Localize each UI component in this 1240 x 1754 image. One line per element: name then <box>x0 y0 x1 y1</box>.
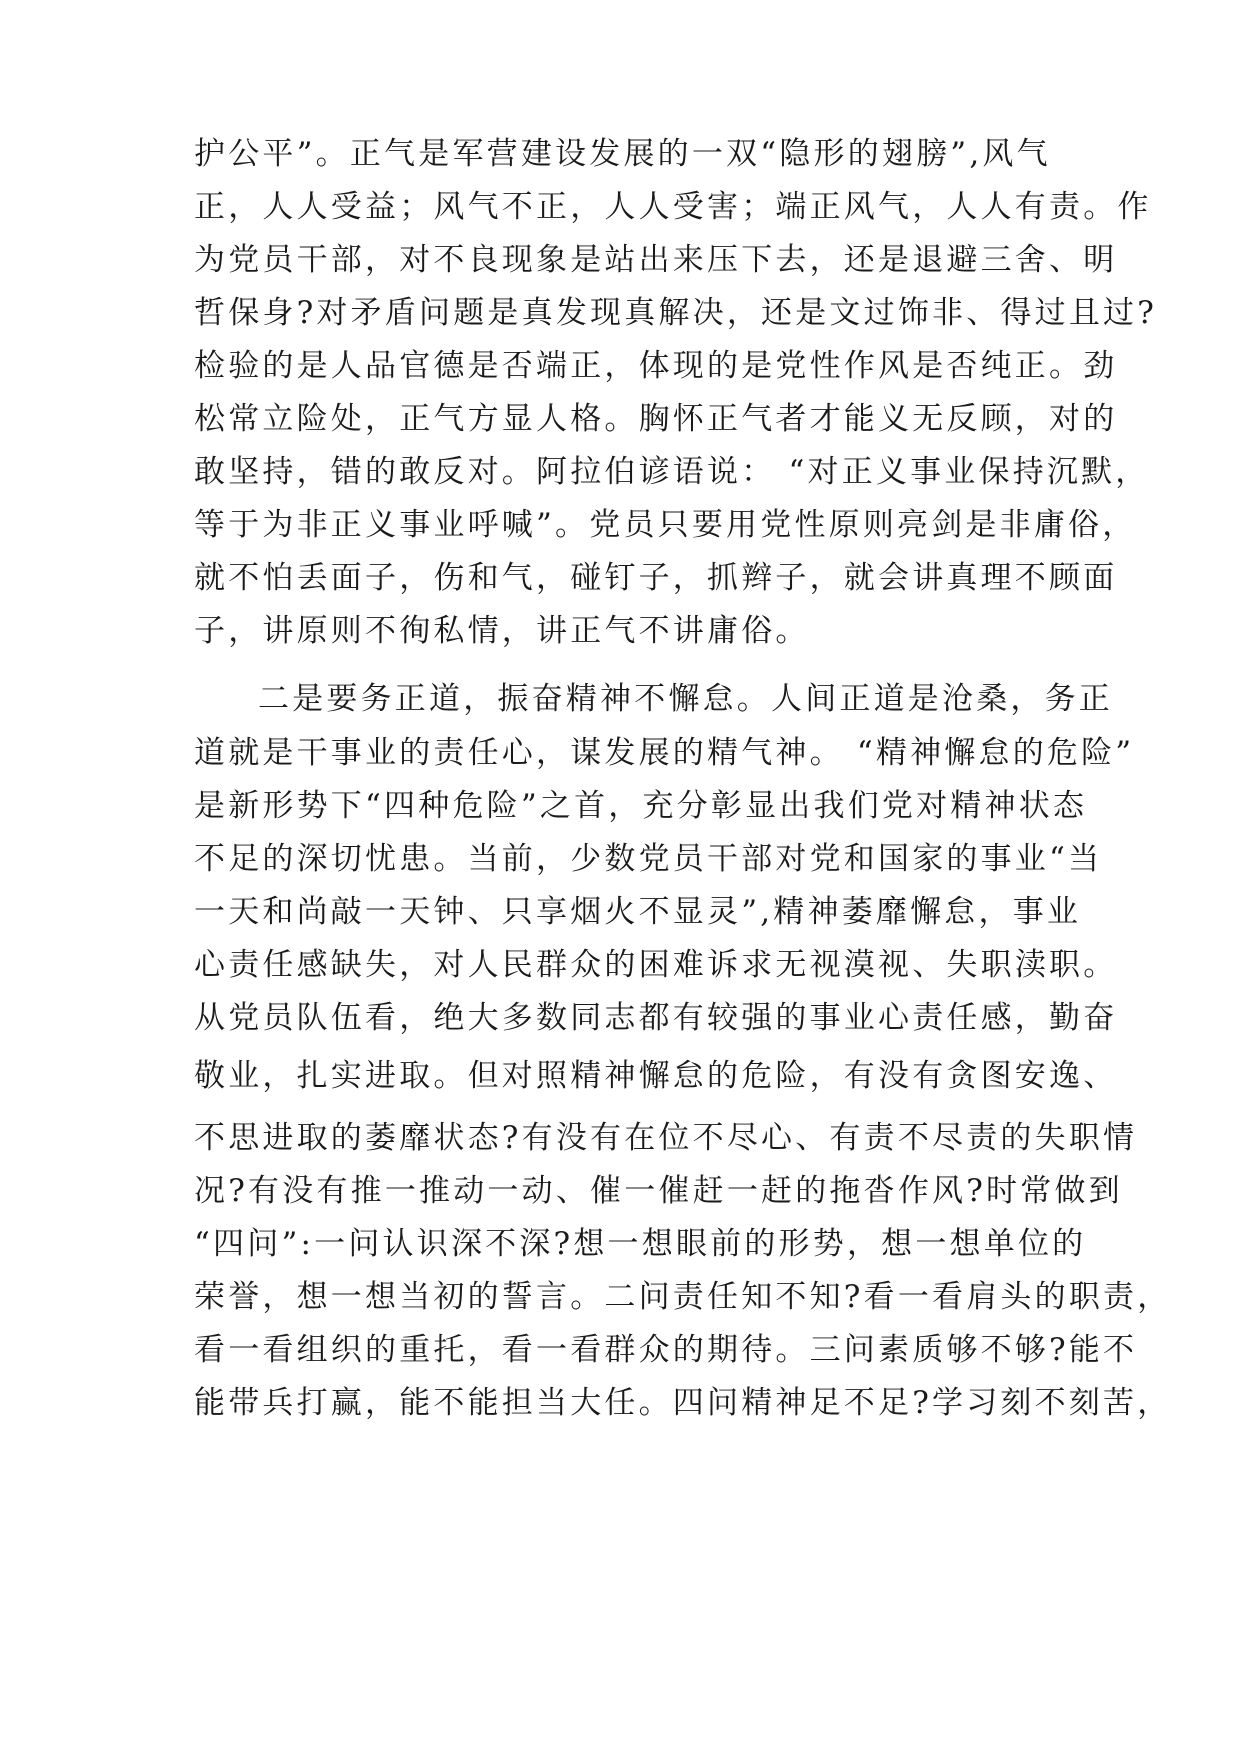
paragraph-line: 看一看组织的重托，看一看群众的期待。三问素质够不够?能不 <box>194 1332 1138 1368</box>
paragraph-line: 哲保身?对矛盾问题是真发现真解决，还是文过饰非、得过且过? <box>194 295 1158 331</box>
paragraph-line: 等于为非正义事业呼喊”。党员只要用党性原则亮剑是非庸俗， <box>194 507 1137 543</box>
paragraph-line: “四问”:一问认识深不深?想一想眼前的形势，想一想单位的 <box>194 1226 1087 1262</box>
paragraph-line: 道就是干事业的责任心，谋发展的精气神。 “精神懈怠的危险” <box>194 735 1135 771</box>
paragraph-line: 心责任感缺失，对人民群众的困难诉求无视漠视、失职渎职。 <box>194 947 1118 983</box>
paragraph-line: 为党员干部，对不良现象是站出来压下去，还是退避三舍、明 <box>194 242 1118 278</box>
paragraph-line: 况?有没有推一推动一动、催一催赶一赶的拖沓作风?时常做到 <box>194 1173 1123 1209</box>
paragraph-line: 松常立险处，正气方显人格。胸怀正气者才能义无反顾，对的 <box>194 401 1118 437</box>
paragraph-line: 是新形势下“四种危险”之首，充分彰显出我们党对精神状态 <box>194 788 1088 824</box>
paragraph-first-line: 二是要务正道，振奋精神不懈怠。人间正道是沧桑，务正 <box>258 681 1113 717</box>
paragraph-line: 敢坚持，错的敢反对。阿拉伯谚语说： “对正义事业保持沉默， <box>194 454 1150 490</box>
paragraph-line: 不足的深切忧患。当前，少数党员干部对党和国家的事业“当 <box>194 841 1103 877</box>
paragraph-line: 检验的是人品官德是否端正，体现的是党性作风是否纯正。劲 <box>194 348 1118 384</box>
paragraph-line: 一天和尚敲一天钟、只享烟火不显灵”,精神萎靡懈怠，事业 <box>194 894 1082 930</box>
paragraph-line: 正，人人受益；风气不正，人人受害；端正风气，人人有责。作 <box>194 189 1152 225</box>
paragraph-line: 护公平”。正气是军营建设发展的一双“隐形的翅膀”,风气 <box>194 136 1051 172</box>
paragraph-line: 敬业，扎实进取。但对照精神懈怠的危险，有没有贪图安逸、 <box>194 1058 1118 1094</box>
paragraph-line: 子，讲原则不徇私情，讲正气不讲庸俗。 <box>194 613 810 649</box>
paragraph-line: 不思进取的萎靡状态?有没有在位不尽心、有责不尽责的失职情 <box>194 1120 1138 1156</box>
paragraph-line: 能带兵打赢，能不能担当大任。四问精神足不足?学习刻不刻苦， <box>194 1385 1172 1421</box>
paragraph-line: 荣誉，想一想当初的誓言。二问责任知不知?看一看肩头的职责， <box>194 1279 1172 1315</box>
paragraph-line: 就不怕丢面子，伤和气，碰钉子，抓辫子，就会讲真理不顾面 <box>194 560 1118 596</box>
paragraph-line: 从党员队伍看，绝大多数同志都有较强的事业心责任感，勤奋 <box>194 1000 1118 1036</box>
